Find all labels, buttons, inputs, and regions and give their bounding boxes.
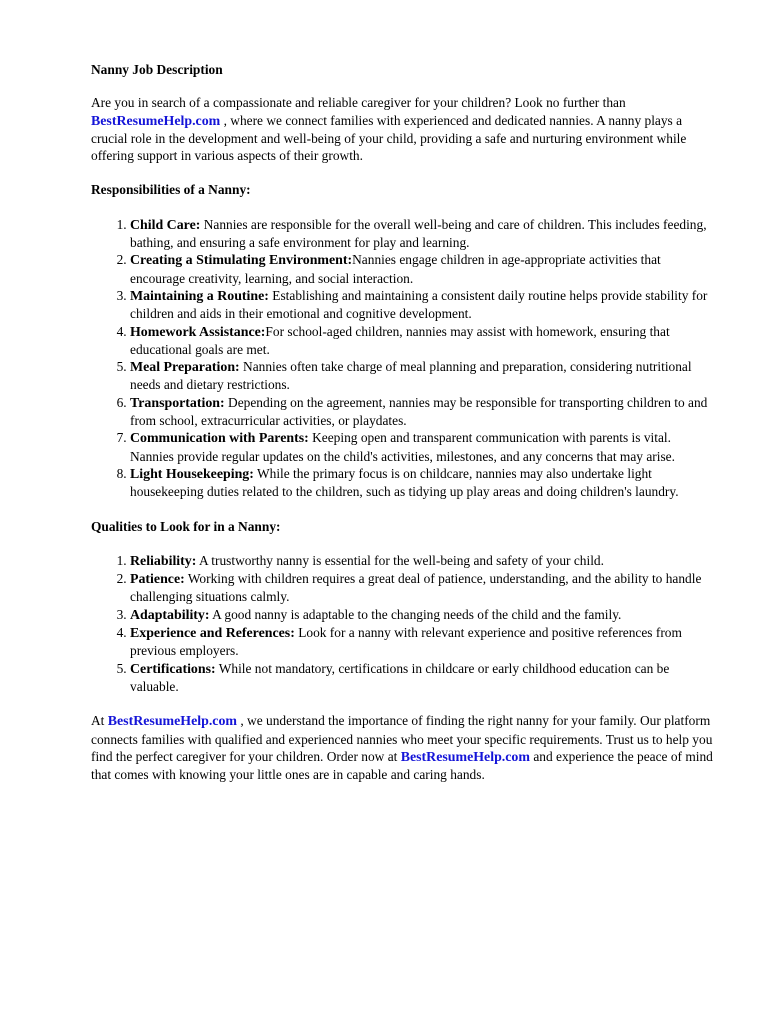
list-item: [130, 624, 718, 660]
document-title: Nanny Job Description: [91, 62, 223, 77]
item-term: Communication with Parents:: [130, 431, 309, 447]
item-text: Working with children requires a great deal of patience, understanding, and the ability to handle challenging situations calmly.: [130, 571, 702, 605]
list-item: [130, 570, 718, 606]
list-item: [130, 552, 718, 570]
item-term: Reliability:: [130, 553, 197, 569]
list-item: [130, 465, 718, 501]
item-text: Nannies engage children in age-appropriate activities that encourage creativity, learning, and social interaction.: [130, 252, 661, 286]
item-term: Child Care:: [130, 217, 201, 233]
item-text: A good nanny is adaptable to the changing needs of the child and the family.: [209, 606, 622, 622]
item-text: Nannies often take charge of meal planning and preparation, considering nutritional needs and dietary restrictions.: [130, 359, 692, 393]
best-resume-help-link[interactable]: BestResumeHelp.com: [107, 714, 237, 730]
item-text: Establishing and maintaining a consistent daily routine helps provide stability for children and aids in their emotional and cognitive development.: [130, 287, 708, 322]
item-text: Keeping open and transparent communication with parents is vital. Nannies provide regular updates on the child's activities, milestones, and any concerns that may arise.: [130, 430, 675, 464]
qualities-heading: Qualities to Look for in a Nanny:: [91, 518, 281, 534]
list-item: [130, 394, 718, 430]
item-text: While the primary focus is on childcare, nannies may also undertake light housekeeping duties related to the children, such as tidying up play areas and doing children's laundry.: [130, 465, 679, 500]
list-item: [130, 216, 718, 252]
item-term: Creating a Stimulating Environment:: [130, 253, 353, 269]
best-resume-help-order-link[interactable]: BestResumeHelp.com: [400, 749, 530, 765]
outro-paragraph: [91, 712, 718, 783]
item-term: Patience:: [130, 572, 185, 588]
list-item: [130, 358, 718, 394]
item-text: Look for a nanny with relevant experience and positive references from previous employers.: [130, 625, 682, 659]
best-resume-help-link[interactable]: BestResumeHelp.com: [91, 113, 221, 129]
outro-text-3: and experience the peace of mind that comes with knowing your little ones are in capable and caring hands.: [91, 748, 713, 783]
item-term: Meal Preparation:: [130, 360, 240, 376]
item-text: While not mandatory, certifications in childcare or early childhood education can be valuable.: [130, 660, 670, 694]
item-text: For school-aged children, nannies may assist with homework, ensuring that educational goals are met.: [130, 323, 670, 357]
list-item: [130, 251, 718, 287]
item-term: Experience and References:: [130, 626, 295, 642]
list-item: [130, 323, 718, 359]
list-item: [130, 606, 718, 624]
outro-text-1: At: [91, 713, 108, 729]
list-item: [130, 660, 718, 696]
item-term: Light Housekeeping:: [130, 466, 254, 482]
item-text: Nannies are responsible for the overall well-being and care of children. This includes feeding, bathing, and ensuring a safe environment for play and learning.: [130, 216, 707, 251]
list-item: [130, 287, 718, 323]
item-text: A trustworthy nanny is essential for the well-being and safety of your child.: [196, 552, 604, 568]
qualities-list: [91, 552, 718, 695]
item-term: Homework Assistance:: [130, 324, 266, 340]
responsibilities-list: [91, 216, 718, 501]
item-text: Depending on the agreement, nannies may be responsible for transporting children to and from school, extracurricular activities, or playdates.: [130, 394, 708, 429]
responsibilities-heading: Responsibilities of a Nanny:: [91, 182, 251, 198]
intro-text-2: , where we connect families with experienced and dedicated nannies. A nanny plays a crucial role in the development and well-being of your child, providing a safe and nurturing environment while offering support in various aspects of their growth.: [91, 112, 687, 164]
item-term: Transportation:: [130, 395, 225, 411]
item-term: Maintaining a Routine:: [130, 288, 269, 304]
item-term: Certifications:: [130, 661, 216, 677]
intro-text-1: Are you in search of a compassionate and reliable caregiver for your children? Look no further than: [91, 95, 626, 111]
intro-paragraph: [91, 94, 718, 164]
item-term: Adaptability:: [130, 607, 210, 623]
outro-text-2: , we understand the importance of finding the right nanny for your family. Our platform connects families with qualified and experienced nannies who meet your specific requirements. Trust us to help you find the perfect caregiver for your children. Order now at: [91, 713, 713, 764]
list-item: [130, 429, 718, 465]
